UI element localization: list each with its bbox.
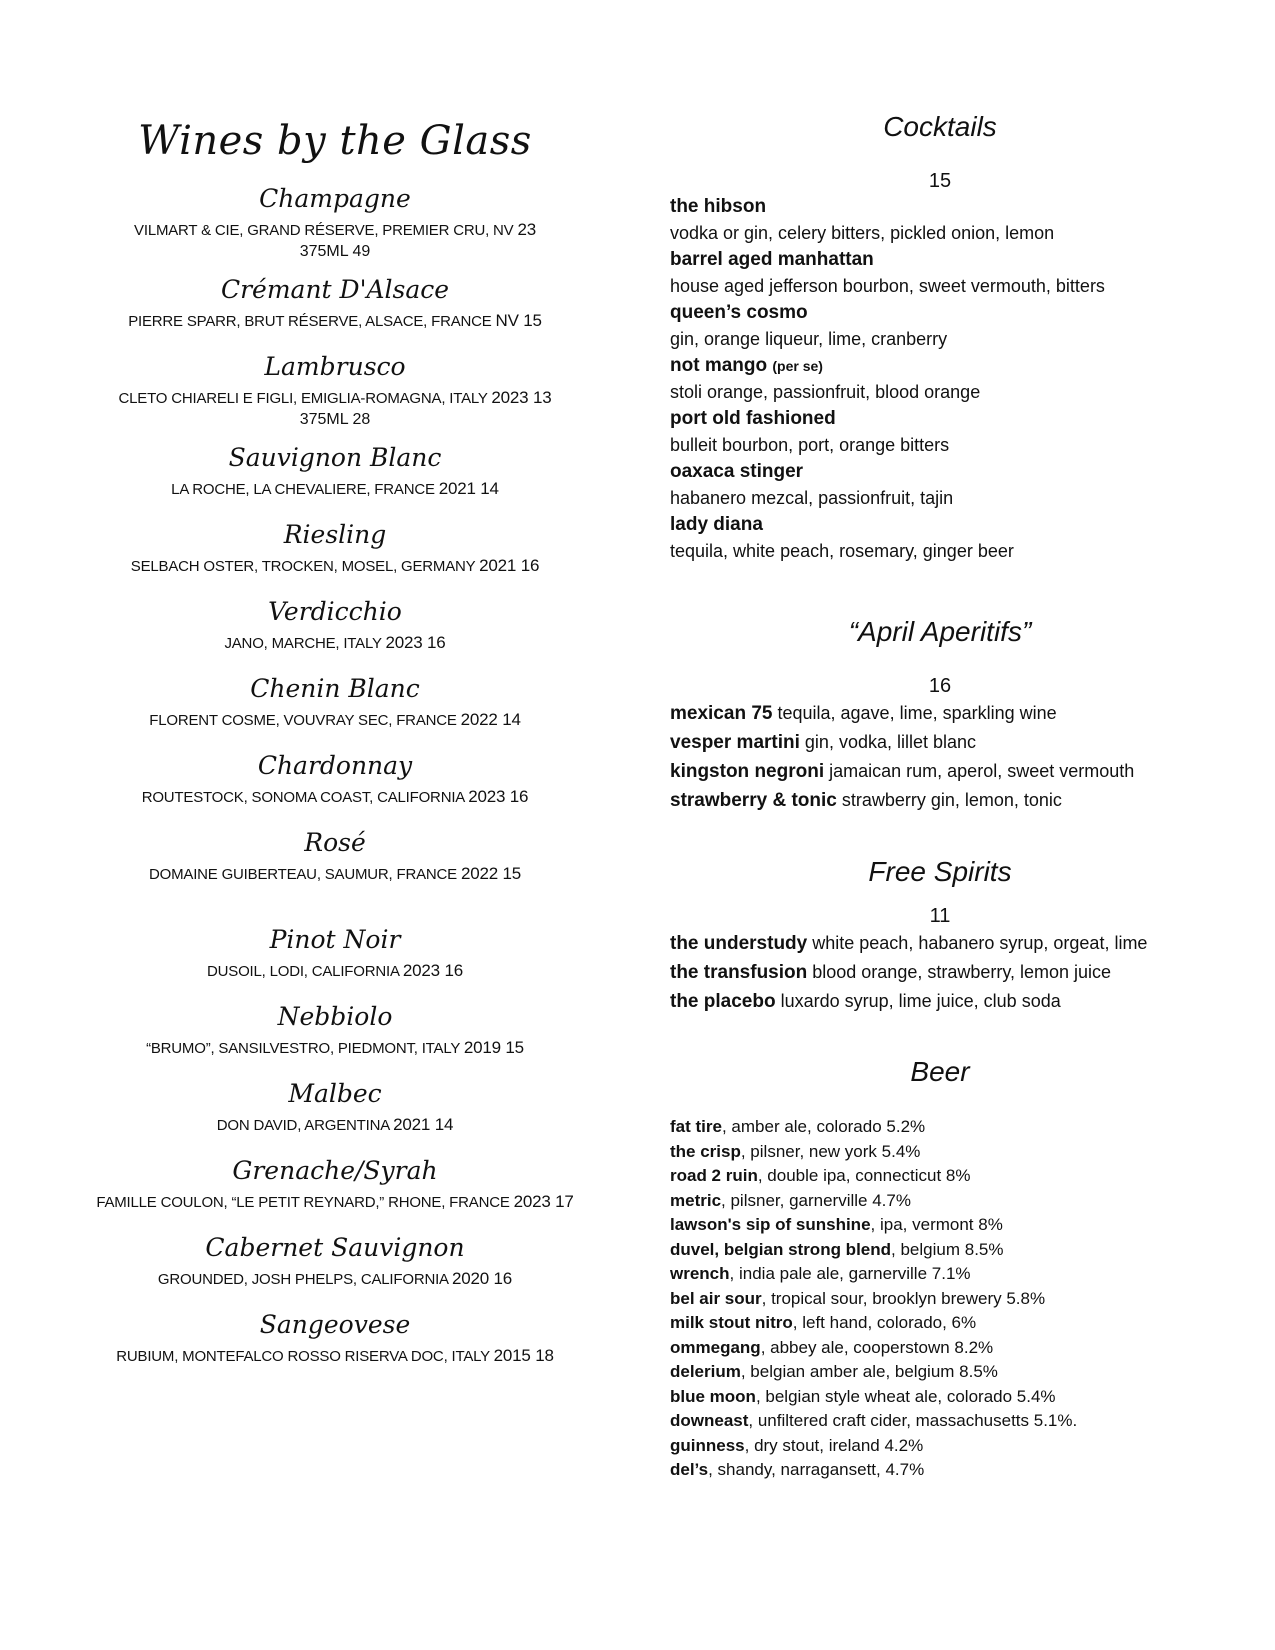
beer-description: , belgian amber ale, belgium 8.5% <box>740 1362 998 1381</box>
cocktail-description: bulleit bourbon, port, orange bitters <box>670 435 950 455</box>
cocktail-description: vodka or gin, celery bitters, pickled onion, lemon <box>670 223 1055 243</box>
aperitif-list <box>670 699 1210 815</box>
wine-producer: DUSOIL, LODI, CALIFORNIA <box>207 963 399 980</box>
wine-varietal: Pinot Noir <box>269 925 401 954</box>
wine-producer: CLETO CHIARELI E FIGLI, EMIGLIA-ROMAGNA, ITALY <box>118 390 488 407</box>
wine-item <box>80 275 590 332</box>
drink-description: strawberry gin, lemon, tonic <box>841 790 1062 810</box>
beer-description: , amber ale, colorado 5.2% <box>721 1117 926 1136</box>
wine-producer: FAMILLE COULON, “LE PETIT REYNARD,” RHONE, FRANCE <box>96 1194 510 1211</box>
wine-varietal: Cabernet Sauvignon <box>205 1233 465 1262</box>
wine-detail <box>80 1345 590 1367</box>
cocktail-description: stoli orange, passionfruit, blood orange <box>670 382 981 402</box>
drink-item <box>670 958 1210 987</box>
cocktail-description: tequila, white peach, rosemary, ginger beer <box>670 541 1014 561</box>
drink-item <box>670 786 1210 815</box>
wine-producer: RUBIUM, MONTEFALCO ROSSO RISERVA DOC, ITALY <box>116 1348 490 1365</box>
aperitifs-section <box>670 615 1210 815</box>
beer-item <box>670 1360 1210 1385</box>
wine-varietal: Malbec <box>288 1079 382 1108</box>
cocktails-section <box>670 110 1210 565</box>
wine-item <box>80 1156 590 1213</box>
beer-section <box>670 1055 1210 1483</box>
wine-varietal: Chenin Blanc <box>250 674 420 703</box>
beer-description: , india pale ale, garnerville 7.1% <box>729 1264 971 1283</box>
wine-item <box>80 1310 590 1367</box>
wine-detail <box>80 632 590 654</box>
aperitifs-price: 16 <box>928 675 952 697</box>
wine-item <box>80 443 590 500</box>
beer-item <box>670 1213 1210 1238</box>
wine-detail <box>80 960 590 982</box>
cocktail-name <box>670 406 1210 432</box>
wine-detail <box>80 1191 590 1213</box>
wine-varietal: Nebbiolo <box>277 1002 393 1031</box>
drink-name: the transfusion <box>670 962 808 983</box>
cocktail-name-text: the hibson <box>670 196 767 217</box>
cocktail-name <box>670 353 1210 379</box>
drink-name: the placebo <box>670 991 776 1012</box>
beer-name: ommegang <box>670 1337 761 1357</box>
beer-name: fat tire <box>670 1117 722 1136</box>
wine-varietal: Sauvignon Blanc <box>228 443 442 472</box>
wine-producer: JANO, MARCHE, ITALY <box>224 635 382 652</box>
wine-item <box>80 751 590 808</box>
beer-name: downeast <box>670 1411 749 1430</box>
cocktail-description: gin, orange liqueur, lime, cranberry <box>670 329 948 349</box>
beer-description: , double ipa, connecticut 8% <box>757 1166 971 1185</box>
wine-price: 2015 18 <box>493 1346 554 1365</box>
drink-item <box>670 757 1210 786</box>
cocktail-name <box>670 512 1210 538</box>
wine-item <box>80 184 590 263</box>
drink-description: luxardo syrup, lime juice, club soda <box>780 991 1061 1011</box>
wine-producer: ROUTESTOCK, SONOMA COAST, CALIFORNIA <box>141 789 465 806</box>
wine-varietal: Chardonnay <box>257 751 413 780</box>
wines-by-glass-section <box>80 110 590 1387</box>
wine-varietal: Crémant D'Alsace <box>220 275 450 304</box>
drink-item <box>670 929 1210 958</box>
wine-price: 23 <box>517 220 536 239</box>
wine-price: 2020 16 <box>452 1269 513 1288</box>
wine-detail <box>80 863 590 885</box>
beer-item <box>670 1336 1210 1361</box>
cocktail-name-text: not mango <box>670 355 768 376</box>
beer-description: , belgian style wheat ale, colorado 5.4% <box>755 1386 1056 1406</box>
beer-description: , pilsner, new york 5.4% <box>740 1141 921 1161</box>
beer-title: Beer <box>910 1056 970 1087</box>
wine-producer: DON DAVID, ARGENTINA <box>216 1117 390 1134</box>
wine-price: 2023 13 <box>491 388 552 407</box>
cocktail-name-text: oaxaca stinger <box>670 461 804 482</box>
beer-name: the crisp <box>670 1141 741 1161</box>
wine-item <box>80 1079 590 1136</box>
beer-name: metric <box>670 1190 722 1210</box>
wine-producer: PIERRE SPARR, BRUT RÉSERVE, ALSACE, FRANCE <box>128 313 492 330</box>
wine-item <box>80 925 590 982</box>
drink-name: mexican 75 <box>670 703 773 724</box>
wine-half-bottle: 375ML 28 <box>299 411 371 428</box>
drink-description: gin, vodka, lillet blanc <box>804 732 977 752</box>
beer-description: , abbey ale, cooperstown 8.2% <box>760 1337 994 1357</box>
wine-item <box>80 352 590 431</box>
drink-description: tequila, agave, lime, sparkling wine <box>777 703 1057 723</box>
wine-price: 2019 15 <box>463 1038 524 1057</box>
beer-item <box>670 1311 1210 1336</box>
beer-item <box>670 1385 1210 1410</box>
cocktails-title: Cocktails <box>883 111 997 142</box>
wine-varietal: Rosé <box>304 828 366 857</box>
wine-varietal: Riesling <box>283 520 387 549</box>
cocktails-price: 15 <box>928 170 952 192</box>
wine-item <box>80 674 590 731</box>
beer-item <box>670 1189 1210 1214</box>
wine-producer: FLORENT COSME, VOUVRAY SEC, FRANCE <box>149 712 457 729</box>
wine-varietal: Sangeovese <box>259 1310 411 1339</box>
wine-detail <box>80 1037 590 1059</box>
wine-price: 2021 14 <box>438 479 499 498</box>
beer-item <box>670 1458 1210 1483</box>
cocktail-name <box>670 194 1210 220</box>
beer-description: , belgium 8.5% <box>891 1239 1004 1259</box>
wine-producer: “BRUMO”, SANSILVESTRO, PIEDMONT, ITALY <box>146 1040 460 1057</box>
free-spirits-title: Free Spirits <box>868 856 1012 887</box>
beer-item <box>670 1164 1210 1189</box>
drink-name: strawberry & tonic <box>670 790 837 811</box>
cocktail-name-text: barrel aged manhattan <box>670 249 874 270</box>
wine-half-bottle: 375ML 49 <box>299 243 371 260</box>
beer-description: , left hand, colorado, 6% <box>792 1313 977 1332</box>
beer-name: bel air sour <box>670 1288 762 1308</box>
beer-list <box>670 1115 1210 1483</box>
wine-item <box>80 828 590 885</box>
wine-producer: SELBACH OSTER, TROCKEN, MOSEL, GERMANY <box>130 558 476 575</box>
cocktail-description: habanero mezcal, passionfruit, tajin <box>670 488 954 508</box>
wine-detail <box>80 219 590 241</box>
cocktail-name <box>670 459 1210 485</box>
cocktail-note: (per se) <box>772 358 823 374</box>
drink-item <box>670 728 1210 757</box>
wine-price: 2023 16 <box>402 961 463 980</box>
beer-item <box>670 1434 1210 1459</box>
beer-description: , dry stout, ireland 4.2% <box>744 1435 924 1455</box>
wine-item <box>80 597 590 654</box>
beer-description: , pilsner, garnerville 4.7% <box>721 1190 911 1210</box>
wine-item <box>80 1002 590 1059</box>
free-spirits-list <box>670 929 1210 1016</box>
wine-detail <box>80 709 590 731</box>
beer-name: road 2 ruin <box>670 1166 758 1185</box>
beer-description: , shandy, narragansett, 4.7% <box>708 1460 925 1479</box>
wine-varietal: Verdicchio <box>268 597 402 626</box>
beer-name: duvel, belgian strong blend <box>670 1239 892 1259</box>
beer-item <box>670 1287 1210 1312</box>
cocktail-name-text: port old fashioned <box>670 408 836 429</box>
beer-description: , ipa, vermont 8% <box>870 1215 1003 1234</box>
wines-title: Wines by the Glass <box>138 118 532 164</box>
wine-detail <box>80 555 590 577</box>
drink-name: vesper martini <box>670 732 800 753</box>
cocktail-name <box>670 247 1210 273</box>
free-spirits-section <box>670 855 1210 1016</box>
wine-price: 2023 16 <box>468 787 529 806</box>
wine-detail <box>80 1114 590 1136</box>
wine-price: 2023 17 <box>513 1192 574 1211</box>
wine-producer: LA ROCHE, LA CHEVALIERE, FRANCE <box>171 481 435 498</box>
wine-varietal: Champagne <box>259 184 411 213</box>
beer-description: , unfiltered craft cider, massachusetts 5.1%. <box>748 1411 1078 1430</box>
drink-description: blood orange, strawberry, lemon juice <box>812 962 1112 982</box>
beer-item <box>670 1140 1210 1165</box>
beer-name: guinness <box>670 1435 745 1455</box>
beer-name: del’s <box>670 1460 709 1479</box>
wine-item <box>80 520 590 577</box>
wine-price: NV 15 <box>495 311 542 330</box>
free-spirits-price: 11 <box>929 905 951 927</box>
beer-item <box>670 1115 1210 1140</box>
wine-price: 2022 15 <box>460 864 521 883</box>
wine-price: 2022 14 <box>460 710 521 729</box>
wine-producer: DOMAINE GUIBERTEAU, SAUMUR, FRANCE <box>149 866 457 883</box>
wine-varietal: Lambrusco <box>264 352 406 381</box>
cocktail-name <box>670 300 1210 326</box>
wine-item <box>80 1233 590 1290</box>
wine-detail <box>80 310 590 332</box>
beer-name: milk stout nitro <box>670 1313 793 1332</box>
wine-detail <box>80 786 590 808</box>
beer-name: wrench <box>670 1264 730 1283</box>
wine-price: 2021 16 <box>479 556 540 575</box>
aperitifs-title: “April Aperitifs” <box>848 616 1032 647</box>
beer-item <box>670 1409 1210 1434</box>
wine-price: 2023 16 <box>385 633 446 652</box>
wine-detail <box>80 478 590 500</box>
drink-description: jamaican rum, aperol, sweet vermouth <box>829 761 1135 781</box>
beer-item <box>670 1238 1210 1263</box>
drink-item <box>670 987 1210 1016</box>
cocktail-list <box>670 194 1210 565</box>
drink-name: kingston negroni <box>670 761 825 782</box>
drink-item <box>670 699 1210 728</box>
wine-list <box>80 184 590 1367</box>
wine-detail <box>80 387 590 409</box>
beer-description: , tropical sour, brooklyn brewery 5.8% <box>761 1288 1046 1308</box>
wine-producer: VILMART & CIE, GRAND RÉSERVE, PREMIER CRU, NV <box>134 222 514 239</box>
cocktail-name-text: queen’s cosmo <box>670 302 808 323</box>
cocktail-name-text: lady diana <box>670 514 763 535</box>
wine-varietal: Grenache/Syrah <box>232 1156 438 1185</box>
drink-name: the understudy <box>670 933 808 954</box>
wine-producer: GROUNDED, JOSH PHELPS, CALIFORNIA <box>157 1271 449 1288</box>
wine-price: 2021 14 <box>393 1115 454 1134</box>
drink-description: white peach, habanero syrup, orgeat, lime <box>812 933 1148 953</box>
beer-name: lawson's sip of sunshine <box>670 1215 871 1234</box>
cocktail-description: house aged jefferson bourbon, sweet vermouth, bitters <box>670 276 1105 296</box>
beer-item <box>670 1262 1210 1287</box>
beer-name: blue moon <box>670 1386 756 1406</box>
beer-name: delerium <box>670 1362 741 1381</box>
wine-detail <box>80 1268 590 1290</box>
